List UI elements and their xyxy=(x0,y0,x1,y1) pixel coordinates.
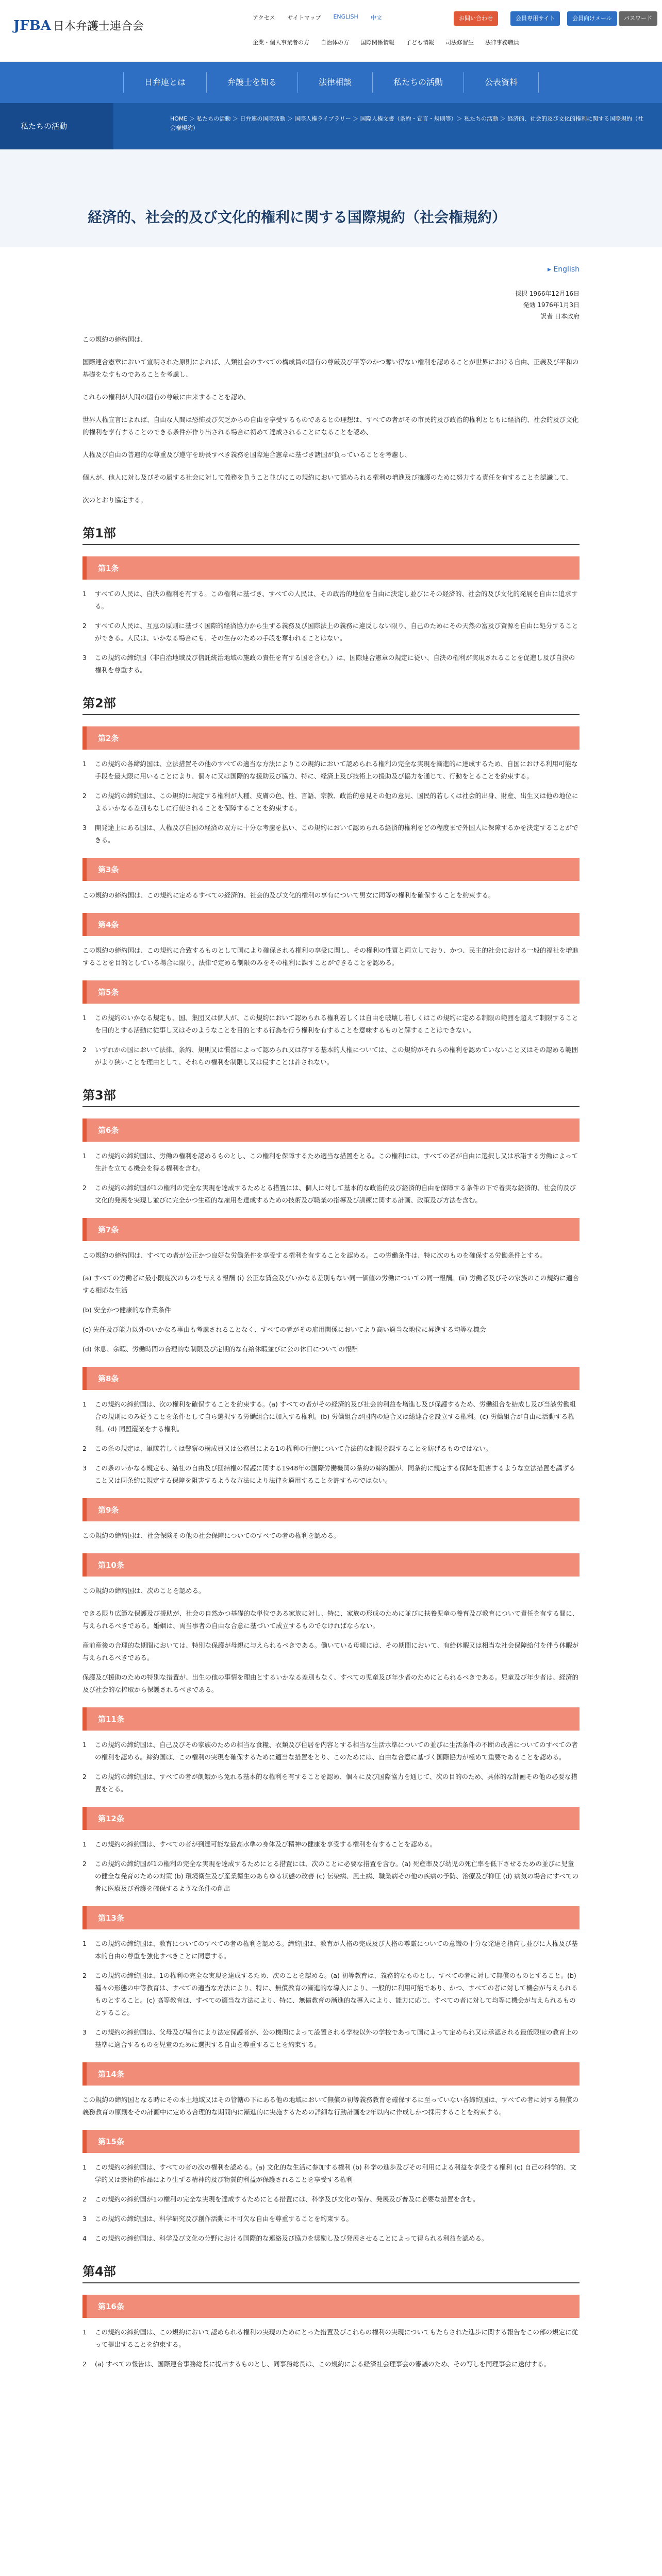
breadcrumb[interactable]: HOME ＞ 私たちの活動 ＞ 日弁連の国際活動 ＞ 国際人権ライブラリー ＞ 国際人権文書（条約・宣言・規則等）＞ 私たちの活動 ＞ 経済的、社会的及び文化的権利に関する国際規約（社会権規約） xyxy=(170,115,644,131)
audience-link[interactable]: 国際関係情報 xyxy=(360,39,394,46)
article-heading: 第11条 xyxy=(82,1707,580,1731)
chinese-link[interactable]: 中文 xyxy=(370,14,382,21)
nav-item[interactable]: 公表資料 xyxy=(464,72,539,93)
site-header xyxy=(0,0,662,62)
article-paragraph: 1 この規約のいかなる規定も、国、集団又は個人が、この規約において認められる権利若しくは自由を破壊し若しくはこの規約に定める制限の範囲を超えて制限することを目的とする活動に従事し又はそのようなことを目的とする行為を行う権利を有することを意味するものと解することはできない。 xyxy=(82,1012,580,1037)
paragraph-number: 1 xyxy=(82,1152,87,1160)
nav-item[interactable]: 法律相談 xyxy=(297,72,372,93)
contact-button[interactable]: お問い合わせ xyxy=(454,11,498,26)
preamble-paragraph: これらの権利が人間の固有の尊厳に由来することを認め、 xyxy=(82,393,250,401)
article-heading: 第10条 xyxy=(82,1553,580,1577)
parts xyxy=(82,520,580,2370)
date-adopted: 採択 1966年12月16日 xyxy=(515,290,580,297)
paragraph-number: 2 xyxy=(82,1860,87,1868)
article-paragraph: この規約の締約国は、この規約に合致するものとして国により確保される権利の享受に関し、その権利の性質と両立しており、かつ、民主的社会における一般的福祉を増進することを目的としている場合に限り、法律で定める制限のみをその権利に課すことができることを認める。 xyxy=(82,946,579,967)
article-heading: 第9条 xyxy=(82,1498,580,1521)
article-heading: 第12条 xyxy=(82,1807,580,1830)
paragraph-number: 1 xyxy=(82,1940,87,1947)
article-paragraph: 2 この規約の締約国は、この規約に規定する権利が人種、皮膚の色、性、言語、宗教、政治的意見その他の意見、国民的若しくは社会的出身、財産、出生又は他の地位によるいかなる差別もなしに行使されることを保障することを約束する。 xyxy=(82,790,580,815)
page-hero xyxy=(0,149,662,247)
article-paragraph: 2 この規約の締約国が1の権利の完全な実現を達成するためにとる措置には、科学及び文化の保存、発展及び普及に必要な措置を含む。 xyxy=(82,2193,580,2206)
date-effective: 発効 1976年1月3日 xyxy=(523,301,580,309)
article-paragraphs xyxy=(82,2326,580,2370)
article-paragraph: 1 この規約の締約国は、すべての者の次の権利を認める。(a) 文化的な生活に参加する権利 (b) 科学の進歩及びその利用による利益を享受する権利 (c) 自己の科学的、文学的又は芸術的作品により生ずる精神的及び物質的利益が保護されることを享受する権利 xyxy=(82,2161,580,2186)
article-paragraphs xyxy=(82,2161,580,2245)
article-paragraphs xyxy=(82,1398,580,1487)
article-paragraphs xyxy=(82,1272,580,1355)
english-link[interactable]: ENGLISH xyxy=(333,13,358,20)
article-paragraphs xyxy=(82,1607,580,1696)
article-paragraphs xyxy=(82,588,580,676)
article-paragraphs xyxy=(82,944,580,969)
paragraph-number: 1 xyxy=(82,760,87,768)
paragraph-number: 3 xyxy=(82,2028,87,2036)
paragraph-number: 3 xyxy=(82,1464,87,1472)
article-paragraph: 2 この規約の締約国は、すべての者が飢餓から免れる基本的な権利を有することを認め、個々に及び国際協力を通じて、次の目的のため、具体的な計画その他の必要な措置をとる。 xyxy=(82,1771,580,1795)
paragraph-number: 2 xyxy=(82,1972,87,1979)
article-paragraph: 2 この規約の締約国が1の権利の完全な実現を達成するためにとる措置には、次のことに必要な措置を含む。(a) 死産率及び幼児の死亡率を低下させるための並びに児童の健全な発育のための対策 (b) 環境衛生及び産業衛生のあらゆる状態の改善 (c) 伝染病、風土病、職業病その他の疾病の予防、治療及び抑圧 (d) 病気の場合にすべての者に医療及び看護を確保するような条件の創出 xyxy=(82,1858,580,1895)
top-links xyxy=(253,13,382,22)
paragraph-number: 2 xyxy=(82,1046,87,1054)
article-heading: 第14条 xyxy=(82,2062,580,2086)
article-paragraph: 1 この規約の締約国は、この規約において認められる権利の実現のためにとった措置及びこれらの権利の実現についてもたらされた進歩に関する報告をこの部の規定に従って提出することを約束する。 xyxy=(82,2326,580,2351)
nav-item[interactable]: 私たちの活動 xyxy=(372,72,464,93)
paragraph-number: 1 xyxy=(82,2328,87,2336)
paragraph-number: 1 xyxy=(82,2163,87,2171)
article-paragraph: (d) 休息、余暇、労働時間の合理的な制限及び定期的な有給休暇並びに公の休日についての報酬 xyxy=(82,1345,358,1353)
paragraph-number: 1 xyxy=(82,590,87,598)
article-heading: 第2条 xyxy=(82,726,580,750)
article-paragraph: 3 この規約の締約国は、父母及び場合により法定保護者が、公の機関によって設置される学校以外の学校であって国によって定められ又は承認される最低限度の教育上の基準に適合するものを児童のために選択する自由を尊重することを約束する。 xyxy=(82,2026,580,2051)
member-site-button[interactable]: 会員専用サイト xyxy=(510,11,560,26)
global-nav xyxy=(0,62,662,103)
section-title: 私たちの活動 xyxy=(0,103,113,149)
password-button[interactable]: パスワード xyxy=(619,11,657,26)
article-paragraph: 1 この規約の締約国は、労働の権利を認めるものとし、この権利を保障するため適当な措置をとる。この権利には、すべての者が自由に選択し又は承諾する労働によって生計を立てる機会を得る権利を含む。 xyxy=(82,1150,580,1175)
preamble-paragraph: 人権及び自由の普遍的な尊重及び遵守を助長すべき義務を国際連合憲章に基づき諸国が負っていることを考慮し、 xyxy=(82,451,411,459)
article-paragraph: 3 この規約の締約国（非自治地域及び信託統治地域の施政の責任を有する国を含む。）は、国際連合憲章の規定に従い、自決の権利が実現されることを促進し及び自決の権利を尊重する。 xyxy=(82,652,580,676)
article-paragraph: 2 この条の規定は、軍隊若しくは警察の構成員又は公務員による1の権利の行使について合法的な制限を課することを妨げるものではない。 xyxy=(82,1443,580,1455)
article-paragraph: 2 いずれかの国において法律、条約、規則又は慣習によって認められ又は存する基本的人権については、この規約がそれらの権利を認めていないこと又はその認める範囲がより狭いことを理由として、それらの権利を制限し又は侵すことは許されない。 xyxy=(82,1044,580,1069)
article-paragraph: (b) 安全かつ健康的な作業条件 xyxy=(82,1306,171,1314)
paragraph-number: 2 xyxy=(82,2195,87,2203)
part-heading: 第4部 xyxy=(82,2258,580,2283)
paragraph-number: 2 xyxy=(82,792,87,800)
preamble-paragraph: 次のとおり協定する。 xyxy=(82,496,147,504)
access-link[interactable]: アクセス xyxy=(253,14,275,21)
article-paragraph: 4 この規約の締約国は、科学及び文化の分野における国際的な連絡及び協力を奨励し及び発展させることによって得られる利益を認める。 xyxy=(82,2232,580,2245)
article-paragraph: 保護及び援助のための特別な措置が、出生の他の事情を理由とするいかなる差別もなく、すべての児童及び年少者のためにとられるべきである。児童及び年少者は、経済的及び社会的な搾取から保護されるべきである。 xyxy=(82,1673,579,1693)
article-paragraph: 3 開発途上にある国は、人権及び自国の経済の双方に十分な考慮を払い、この規約において認められる経済的権利をどの程度まで外国人に保障するかを決定することができる。 xyxy=(82,822,580,846)
nav-item[interactable]: 日弁連とは xyxy=(123,72,206,93)
article-heading: 第6条 xyxy=(82,1118,580,1142)
audience-link[interactable]: 法律事務職員 xyxy=(485,39,519,46)
paragraph-number: 2 xyxy=(82,2360,87,2368)
article-heading: 第3条 xyxy=(82,858,580,881)
paragraph-number: 1 xyxy=(82,1840,87,1848)
preamble-paragraph: 国際連合憲章において宣明された原則によれば、人類社会のすべての構成員の固有の尊厳及び平等のかつ奪い得ない権利を認めることが世界における自由、正義及び平和の基礎をなすものであることを考慮し、 xyxy=(82,358,579,378)
paragraph-number: 4 xyxy=(82,2234,87,2242)
article-paragraphs xyxy=(82,1012,580,1069)
article-paragraph: この規約の締約国は、社会保険その他の社会保障についてのすべての者の権利を認める。 xyxy=(82,1532,340,1539)
article-paragraph: 3 この条のいかなる規定も、結社の自由及び団結権の保護に関する1948年の国際労働機関の条約の締約国が、同条約に規定する保障を阻害するような立法措置を講ずること又は同条約に規定する保障を阻害するような方法により法律を適用することを許すものではない。 xyxy=(82,1462,580,1487)
article-paragraph: 1 この規約の締約国は、次の権利を確保することを約束する。(a) すべての者がその経済的及び社会的利益を増進し及び保護するため、労働組合を結成し及び当該労働組合の規則にのみ従うことを条件として自ら選択する労働組合に加入する権利。(b) 労働組合が国内の連合又は総連合を設立する権利。(c) 労働組合が自由に活動する権利。(d) 同盟罷業をする権利。 xyxy=(82,1398,580,1435)
article-intro: この規約の締約国は、次のことを認める。 xyxy=(82,1587,205,1595)
audience-link[interactable]: 司法修習生 xyxy=(445,39,474,46)
part-heading: 第1部 xyxy=(82,520,580,545)
paragraph-number: 1 xyxy=(82,1014,87,1022)
preamble-paragraph: この規約の締約国は、 xyxy=(82,335,147,343)
audience-links xyxy=(253,38,519,46)
sitemap-link[interactable]: サイトマップ xyxy=(287,14,321,21)
article-paragraphs xyxy=(82,2094,580,2119)
article-heading: 第15条 xyxy=(82,2130,580,2153)
paragraph-number: 2 xyxy=(82,622,87,630)
article-paragraph: 1 この規約の締約国は、自己及びその家族のための相当な食糧、衣類及び住居を内容とする相当な生活水準についての並びに生活条件の不断の改善についてのすべての者の権利を認める。締約国は、この権利の実現を確保するために適当な措置をとり、このためには、自由な合意に基づく国際協力が極めて重要であることを認める。 xyxy=(82,1739,580,1764)
paragraph-number: 2 xyxy=(82,1773,87,1781)
article-paragraph: (a) すべての労働者に最小限度次のものを与える報酬 (i) 公正な賃金及びいかなる差別もない同一価値の労働についての同一報酬。(ii) 労働者及びその家族のこの規約に適合する相応な生活 xyxy=(82,1274,579,1294)
article-heading: 第1条 xyxy=(82,556,580,580)
article-heading: 第16条 xyxy=(82,2295,580,2318)
article-paragraphs xyxy=(82,1530,580,1542)
english-version-link[interactable]: ▸ English xyxy=(547,265,580,274)
article-paragraph: 2 (a) すべての報告は、国際連合事務総長に提出するものとし、同事務総長は、この規約による経済社会理事会の審議のため、その写しを同理事会に送付する。 xyxy=(82,2358,580,2370)
preamble-paragraph: 世界人権宣言によれば、自由な人間は恐怖及び欠乏からの自由を享受するものであるとの理想は、すべての者がその市民的及び政治的権利とともに経済的、社会的及び文化的権利を享有することのできる条件が作り出される場合に初めて達成されることになることを認め、 xyxy=(82,416,579,436)
article-paragraph: 1 この規約の締約国は、教育についてのすべての者の権利を認める。締約国は、教育が人格の完成及び人格の尊厳についての意識の十分な発達を指向し並びに人権及び基本的自由の尊重を強化すべきことに同意する。 xyxy=(82,1938,580,1962)
paragraph-number: 1 xyxy=(82,1741,87,1749)
section-bar xyxy=(0,103,662,149)
article-paragraph: この規約の締約国は、この規約に定めるすべての経済的、社会的及び文化的権利の享有について男女に同等の権利を確保することを約束する。 xyxy=(82,891,495,899)
part-heading: 第2部 xyxy=(82,690,580,715)
paragraph-number: 3 xyxy=(82,824,87,832)
article-paragraph: 3 この規約の締約国は、科学研究及び創作活動に不可欠な自由を尊重することを約束する。 xyxy=(82,2213,580,2225)
article-paragraph: できる限り広範な保護及び援助が、社会の自然かつ基礎的な単位である家族に対し、特に、家族の形成のために並びに扶養児童の養育及び教育について責任を有する間に、与えられるべきである。婚姻は、両当事者の自由な合意に基づいて成立するものでなければならない。 xyxy=(82,1609,579,1630)
article-paragraph: 1 すべての人民は、自決の権利を有する。この権利に基づき、すべての人民は、その政治的地位を自由に決定し並びにその経済的、社会的及び文化的発展を自由に追求する。 xyxy=(82,588,580,613)
article-paragraph: 1 この規約の各締約国は、立法措置その他のすべての適当な方法によりこの規約において認められる権利の完全な実現を漸進的に達成するため、自国における利用可能な手段を最大限に用いることにより、個々に又は国際的な援助及び協力、特に、経済上及び技術上の援助及び協力を通じて、行動をとることを約束する。 xyxy=(82,758,580,783)
article-heading: 第5条 xyxy=(82,980,580,1004)
article-paragraphs xyxy=(82,889,580,902)
audience-link[interactable]: 自治体の方 xyxy=(321,39,349,46)
nav-item[interactable]: 弁護士を知る xyxy=(206,72,297,93)
article-intro: この規約の締約国は、すべての者が公正かつ良好な労働条件を享受する権利を有することを認める。この労働条件は、特に次のものを確保する労働条件とする。 xyxy=(82,1251,547,1259)
article-heading: 第4条 xyxy=(82,913,580,936)
main-content xyxy=(82,247,580,2370)
site-logo[interactable]: JFBA 日本弁護士連合会 xyxy=(13,18,144,33)
article-paragraph: 2 この規約の締約国は、1の権利の完全な実現を達成するため、次のことを認める。(a) 初等教育は、義務的なものとし、すべての者に対して無償のものとすること。(b) 種々の形態の中等教育は、すべての適当な方法により、特に、無償教育の漸進的な導入により、一般的に利用可能であり、かつ、すべての者に対して機会が与えられるものとすること。(c) 高等教育は、すべての適当な方法により、特に、無償教育の漸進的な導入により、能力に応じ、すべての者に対して均等に機会が与えられるものとすること。 xyxy=(82,1970,580,2019)
preamble-paragraph: 個人が、他人に対し及びその属する社会に対して義務を負うこと並びにこの規約において認められる権利の増進及び擁護のために努力する責任を有することを認識して、 xyxy=(82,473,572,481)
audience-link[interactable]: 子ども情報 xyxy=(406,39,434,46)
article-heading: 第13条 xyxy=(82,1906,580,1929)
part-heading: 第3部 xyxy=(82,1082,580,1107)
audience-link[interactable]: 企業・個人事業者の方 xyxy=(253,39,309,46)
article-paragraph: 2 すべての人民は、互恵の原則に基づく国際的経済協力から生ずる義務及び国際法上の義務に違反しない限り、自己のためにその天然の富及び資源を自由に処分することができる。人民は、いかなる場合にも、その生存のための手段を奪われることはない。 xyxy=(82,620,580,645)
article-paragraph: (c) 先任及び能力以外のいかなる事由も考慮されることなく、すべての者がその雇用関係においてより高い適当な地位に昇進する均等な機会 xyxy=(82,1326,486,1333)
translator: 訳者 日本政府 xyxy=(540,313,580,320)
article-heading: 第8条 xyxy=(82,1367,580,1390)
article-heading: 第7条 xyxy=(82,1218,580,1241)
article-paragraphs xyxy=(82,1150,580,1207)
paragraph-number: 2 xyxy=(82,1184,87,1192)
paragraph-number: 3 xyxy=(82,2215,87,2223)
article-paragraph: 2 この規約の締約国が1の権利の完全な実現を達成するためとる措置には、個人に対して基本的な政治的及び経済的自由を保障する条件の下で着実な経済的、社会的及び文化的発展を実現し並びに完全かつ生産的な雇用を達成するための技術及び職業の指導及び訓練に関する計画、政策及び方法を含む。 xyxy=(82,1182,580,1207)
article-paragraph: 産前産後の合理的な期間においては、特別な保護が母親に与えられるべきである。働いている母親には、その期間において、有給休暇又は相当な社会保障給付を伴う休暇が与えられるべきである。 xyxy=(82,1641,579,1662)
article-paragraphs xyxy=(82,1838,580,1895)
page-title: 経済的、社会的及び文化的権利に関する国際規約（社会権規約） xyxy=(88,209,507,226)
dates xyxy=(82,288,580,322)
member-mail-button[interactable]: 会員向けメール xyxy=(567,11,617,26)
article-paragraphs xyxy=(82,1739,580,1795)
paragraph-number: 3 xyxy=(82,654,87,662)
article-paragraphs xyxy=(82,1938,580,2051)
article-paragraphs xyxy=(82,758,580,846)
article-paragraph: この規約の締約国となる時にその本土地域又はその管轄の下にある他の地域において無償の初等義務教育を確保するに至っていない各締約国は、すべての者に対する無償の義務教育の原則をその計画中に定める合理的な期間内に漸進的に実施するための詳細な行動計画を2年以内に作成しかつ採用することを約束する。 xyxy=(82,2096,579,2116)
preamble xyxy=(82,333,580,506)
article-paragraph: 1 この規約の締約国は、すべての者が到達可能な最高水準の身体及び精神の健康を享受する権利を有することを認める。 xyxy=(82,1838,580,1851)
paragraph-number: 2 xyxy=(82,1445,87,1452)
paragraph-number: 1 xyxy=(82,1400,87,1408)
